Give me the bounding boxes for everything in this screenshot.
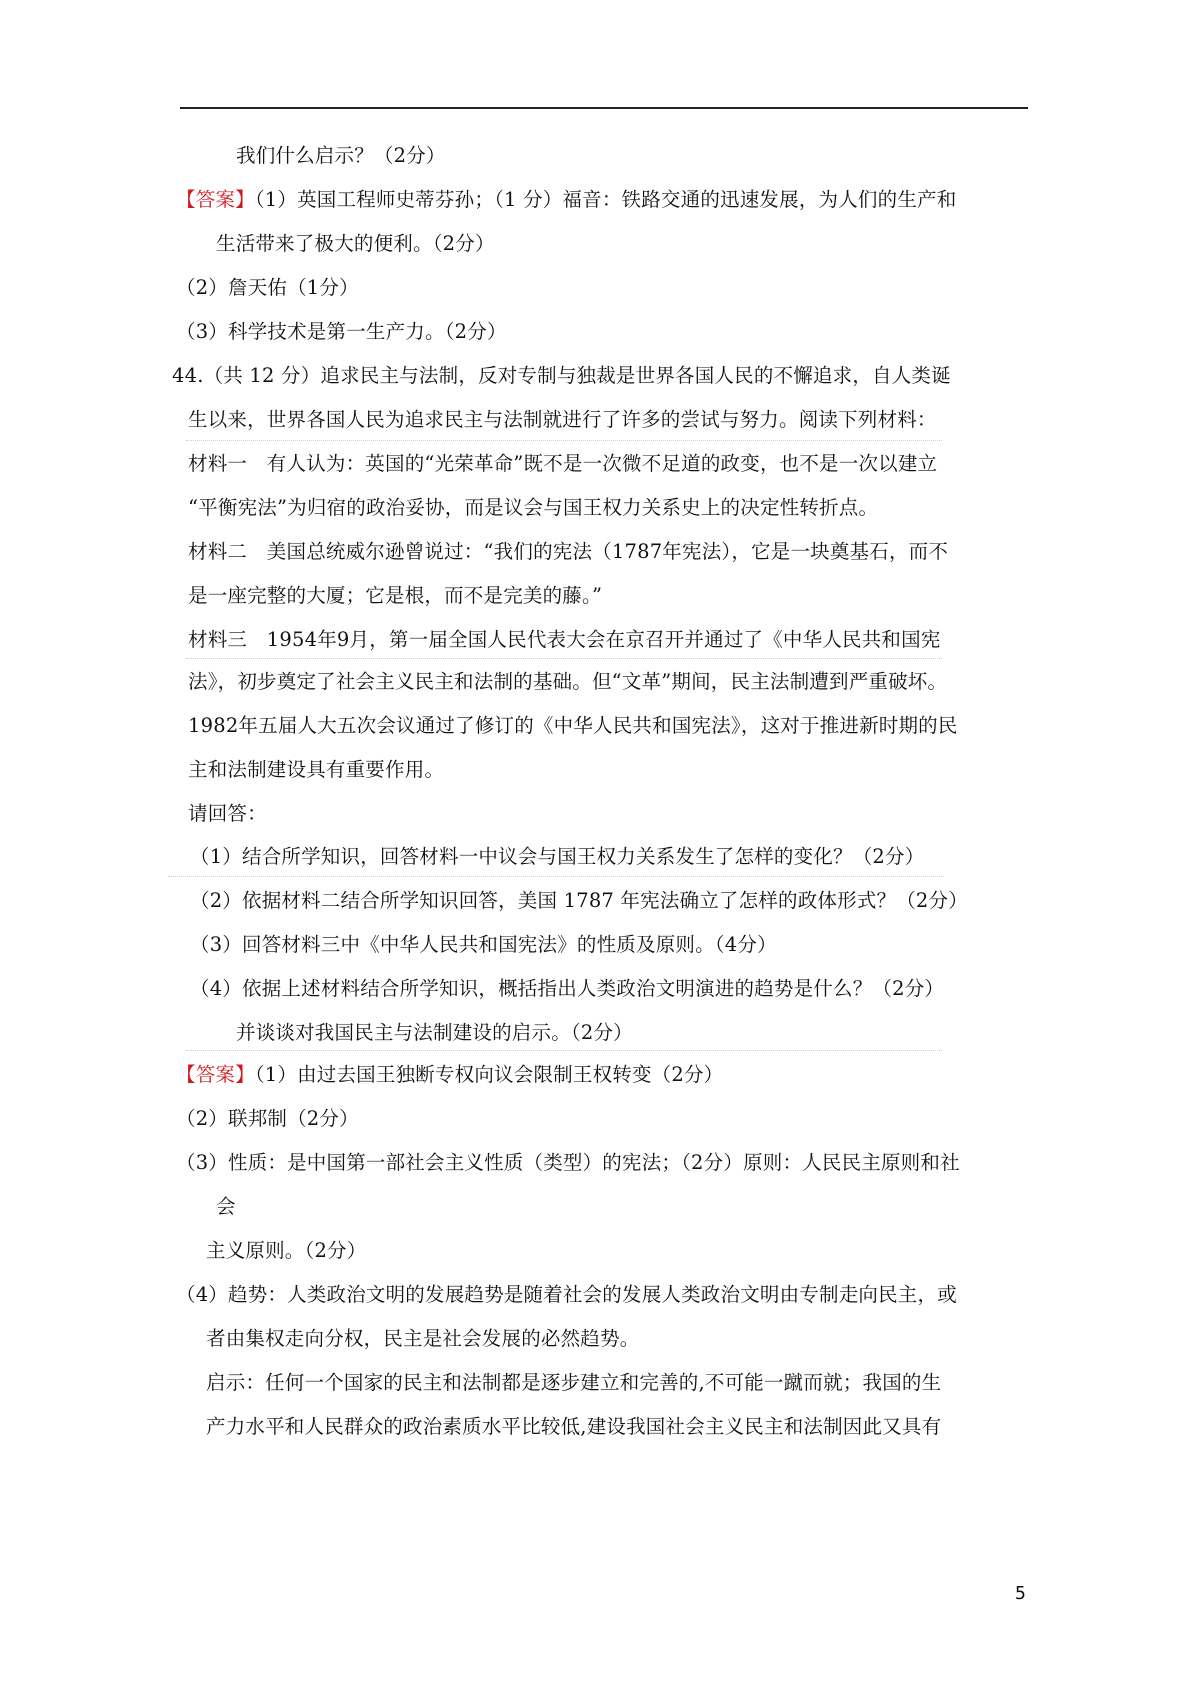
material-3-line-4: 主和法制建设具有重要作用。 — [188, 758, 445, 781]
q43-answer-line-2: 生活带来了极大的便利。（2分） — [216, 232, 495, 255]
answer-label: 【答案】 — [176, 1063, 255, 1086]
material-3-line-1: 材料三 1954年9月，第一届全国人民代表大会在京召开并通过了《中华人民共和国宪 — [188, 628, 941, 651]
q44-answer-2: （2）联邦制（2分） — [176, 1107, 359, 1130]
material-3-line-2: 法》，初步奠定了社会主义民主和法制的基础。但“文革”期间，民主法制遭到严重破坏。 — [188, 670, 948, 693]
dotted-divider — [186, 440, 942, 441]
dotted-divider — [186, 1050, 942, 1051]
q44-answer-4-line-1: （4）趋势：人类政治文明的发展趋势是随着社会的发展人类政治文明由专制走向民主，或 — [176, 1283, 957, 1306]
answer-label: 【答案】 — [176, 188, 255, 211]
q44-answer-1 — [176, 1061, 723, 1089]
material-1-line-1: 材料一 有人认为：英国的“光荣革命”既不是一次微不足道的政变，也不是一次以建立 — [188, 452, 938, 475]
material-2-line-1: 材料二 美国总统威尔逊曾说过：“我们的宪法（1787年宪法），它是一块奠基石，而不 — [188, 540, 949, 563]
q43-answer-1-text: （1）英国工程师史蒂芬孙；（1 分）福音：铁路交通的迅速发展，为人们的生产和 — [254, 188, 957, 211]
q43-answer-3: （3）科学技术是第一生产力。（2分） — [176, 320, 507, 343]
q43-question-tail: 我们什么启示？（2分） — [236, 144, 446, 167]
q43-answer-line-1 — [176, 186, 956, 214]
q44-subquestion-3: （3）回答材料三中《中华人民共和国宪法》的性质及原则。（4分） — [190, 933, 777, 956]
q44-answer-4-line-4: 产力水平和人民群众的政治素质水平比较低,建设我国社会主义民主和法制因此又具有 — [206, 1415, 942, 1438]
q43-answer-2: （2）詹天佑（1分） — [176, 276, 359, 299]
q44-subquestion-4-line-2: 并谈谈对我国民主与法制建设的启示。（2分） — [236, 1021, 633, 1044]
material-2-line-2: 是一座完整的大厦；它是根，而不是完美的藤。” — [188, 584, 603, 607]
material-3-line-3: 1982年五届人大五次会议通过了修订的《中华人民共和国宪法》，这对于推进新时期的民 — [188, 714, 958, 737]
q44-answer-3-line-3: 主义原则。（2分） — [206, 1239, 367, 1262]
q44-subquestion-1: （1）结合所学知识，回答材料一中议会与国王权力关系发生了怎样的变化？（2分） — [190, 845, 925, 868]
dotted-divider — [186, 658, 942, 659]
q44-answer-4-line-2: 者由集权走向分权，民主是社会发展的必然趋势。 — [206, 1327, 640, 1350]
q44-intro-line-2: 生以来，世界各国人民为追求民主与法制就进行了许多的尝试与努力。阅读下列材料： — [188, 408, 937, 431]
page-number: 5 — [1015, 1583, 1026, 1604]
q44-answer-1-text: （1）由过去国王独断专权向议会限制王权转变（2分） — [254, 1063, 724, 1086]
q44-answer-4-line-3: 启示：任何一个国家的民主和法制都是逐步建立和完善的,不可能一蹴而就；我国的生 — [206, 1371, 942, 1394]
dotted-divider — [168, 876, 944, 877]
q44-answer-3-line-2: 会 — [216, 1195, 236, 1218]
answer-prompt: 请回答： — [188, 802, 267, 825]
material-1-line-2: “平衡宪法”为归宿的政治妥协，而是议会与国王权力关系史上的决定性转折点。 — [188, 496, 879, 519]
q44-answer-3-line-1: （3）性质：是中国第一部社会主义性质（类型）的宪法；（2分）原则：人民民主原则和社 — [176, 1151, 960, 1174]
q44-intro-line-1: 44.（共 12 分）追求民主与法制，反对专制与独裁是世界各国人民的不懈追求，自人类诞 — [172, 364, 951, 387]
q44-subquestion-4-line-1: （4）依据上述材料结合所学知识，概括指出人类政治文明演进的趋势是什么？（2分） — [190, 977, 945, 1000]
header-rule — [180, 107, 1028, 109]
q44-subquestion-2: （2）依据材料二结合所学知识回答，美国 1787 年宪法确立了怎样的政体形式？（2分） — [190, 889, 968, 912]
